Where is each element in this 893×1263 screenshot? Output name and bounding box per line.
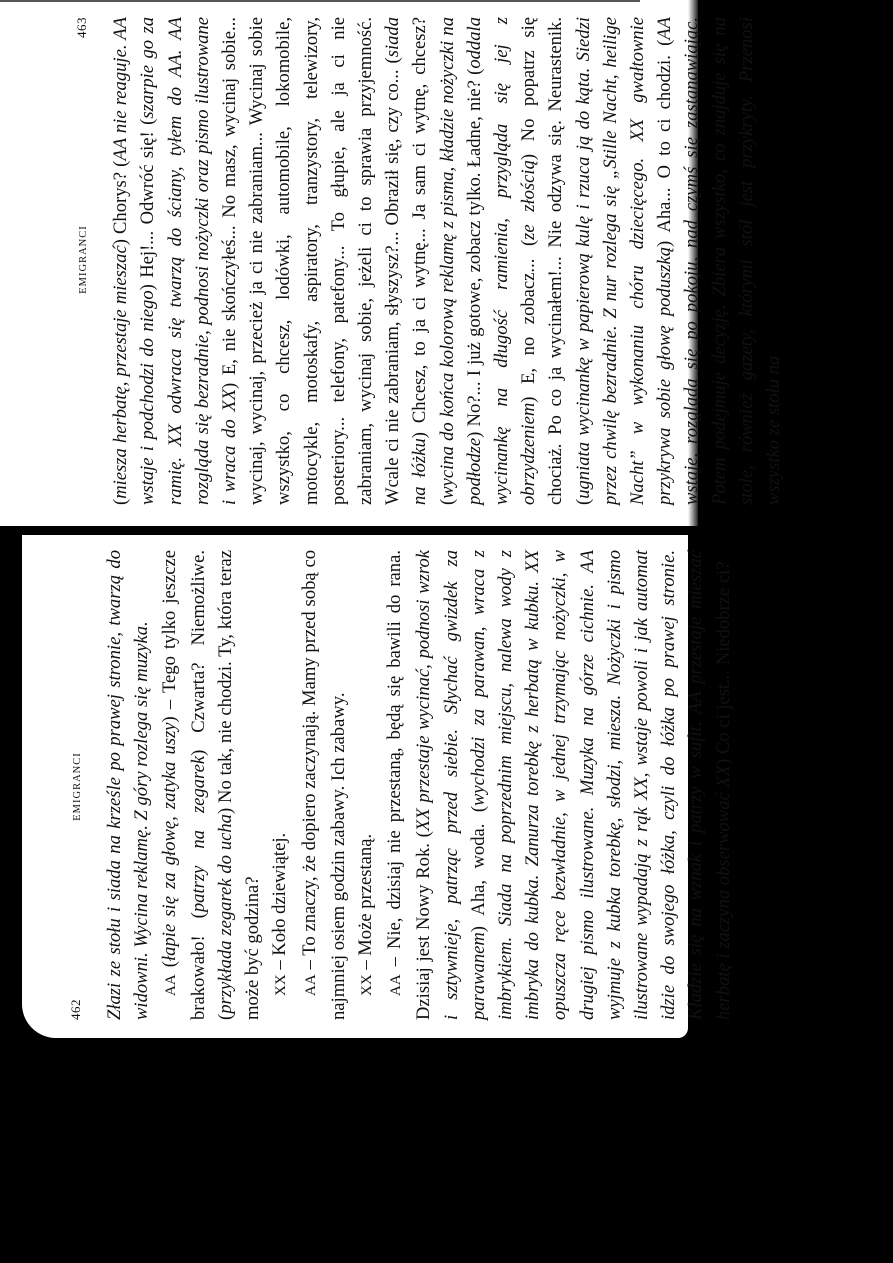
speaker-label: XX [359,974,376,996]
dialogue-text: ) Aha, woda. ( [467,805,489,933]
dialogue-text: ) E, nie skończyłeś... No masz, wycinaj sobie... wycinaj, wycinaj, przecież ja ci nie zabraniam... Wycinaj sobie wszystko, co chcesz, lodówki, automobile, lokomobile, motocykle, motoskafy, aspiratory, tranzystory, telewizory, posteriory... telefony, patefony... To głupie, ale ja ci nie zabraniam, wycinaj sobie, jeżeli ci to sprawia przyjemność. Wcale ci nie zabraniam, słyszysz?... Obraził się, czy co... ( [219,17,404,505]
paragraph [381,550,737,1020]
paragraph [296,550,352,1020]
dialogue-text: ) – Tego tylko jeszcze brakowało! ( [158,550,209,1020]
stage-direction: Złazi ze stołu i siada na krześle po prawej stronie, twarzą do widowni. Wycina reklamę. Z góry rozlega się muzyka. [104,550,153,1020]
stage-direction: patrzy na zegarek [187,755,209,913]
right-page-number: 463 [74,17,89,38]
dialogue-text: ) Aha... O to ci chodzi. ( [654,39,676,247]
speaker-label: AA [162,974,179,996]
stage-direction: miesza herbatę, przestaje mieszać [110,245,132,499]
stage-direction: łapie się za głowę, zatyka uszy [158,722,180,961]
paragraph [107,17,787,505]
stage-direction: szarpie go za ramię. XX odwraca się twarzą do ściany, tyłem do AA. AA rozgląda się bezradnie, podnosi nożyczki oraz pismo ilustrowane i wraca do XX [137,17,241,505]
paragraph [266,550,295,1020]
left-page-text [62,549,734,1020]
paragraph [156,550,267,1020]
speaker-label: AA [388,974,405,996]
speaker-label: AA [302,974,319,996]
dialogue-text: ) Hej!... Odwróć się! ( [137,118,159,291]
right-running-head [68,17,97,505]
left-body [101,550,737,1020]
stage-direction: wychodzi za parawan, wraca z imbrykiem. Siada na poprzednim miejscu, nalewa wody z imbryka do kubka. Zanurza torebkę z herbatą w kubku. XX opuszcza ręce bezwładnie, w jednej trzymając nożyczki, w drugiej pismo ilustrowane. Muzyka na górze cichnie. AA wyjmuje z kubka torebkę, słodzi, miesza. Nożyczki i pismo ilustrowane wypadają z rąk XX, wstaje powoli i jak automat idzie do swojego łóżka, czyli do łóżka po prawej stronie. Kładzie się na wznak i patrzy w sufit. AA przestaje mieszać herbatę i zaczyna obserwować XX [467,550,734,1020]
dialogue-text: ) E, no zobacz... ( [518,239,540,403]
dialogue-text: – Może przestaną. [355,833,377,975]
stage-direction: AA nie reaguje. AA wstaje i podchodzi do niego [110,17,159,505]
stage-direction: oddala wycinankę na długość ramienia, przygląda się jej z obrzydzeniem [463,17,540,505]
paragraph [101,550,155,1020]
left-running-title: EMIGRANCI [72,752,83,821]
dialogue-text: – Nie, dzisiaj nie przestaną, będą się bawili do rana. Dzisiaj jest Nowy Rok. ( [384,550,435,1020]
dialogue-text: ) Czwarta? Niemożliwe. ( [187,549,237,1020]
stage-direction: przykłada zegarek do ucha [215,814,237,1014]
stage-direction: wycina do końca kolorową reklamę z pisma, kładzie nożyczki na podłodze [436,17,485,505]
dialogue-text: ) No?... I już gotowe, zobacz tylko. Ładne, nie? ( [463,68,485,438]
stage-direction: XX przestaje wycinać, podnosi wzrok i sztywnieje, patrząc przed siebie. Słychać gwizdek za parawanem [413,550,489,1020]
dialogue-text: ) No tak, nie chodzi. Ty, która teraz może być godzina? [215,550,264,1020]
dialogue-text: – Koło dziewiątej. [269,832,291,975]
stage-direction: ugniata wycinankę w papierową kulę i rzuca ją do kąta. Siedzi przez chwilę bezradnie. Z nur rozlega się „Stille Nacht, heilige Nacht” w wykonaniu chóru dziecięcego. XX gwałtownie przykrywa sobie głowę poduszką [572,17,676,505]
left-page-number: 462 [68,999,83,1020]
dialogue-text: ) Co ci jest... Niedobrze ci? [712,561,734,765]
speaker-label: XX [273,974,290,996]
dialogue-text: ( [158,961,180,975]
dialogue-text: ) Chorys? ( [110,160,132,246]
dialogue-text: ( [110,498,132,505]
stage-direction: siada na łóżku [382,17,431,505]
right-running-title: EMIGRANCI [78,225,89,294]
dialogue-text: ) No popatrz się chociaż. Po co ja wycinałem!... Nie odzywa się. Neurastenik. ( [518,17,594,505]
right-page-text [68,17,785,505]
paragraph [352,550,381,1020]
right-body [107,17,787,505]
left-running-head [62,550,91,1020]
dialogue-text: ) Chcesz, to ja ci wytnę... Ja sam ci wytnę, chcesz? ( [409,17,458,505]
dialogue-text: – To znaczy, że dopiero zaczynają. Mamy przed sobą co najmniej osiem godzin zabawy. Ich zabawy. [298,550,349,1020]
top-edge-line [0,0,640,2]
stage-direction: ze złością [518,160,540,240]
stage-direction: AA wstaje, rozgląda się po pokoju, nad czymś się zastanawiając. Potem podejmuje decyzję. Zbiera wszystko, co znajduje się na stole, również gazety, którymi stół jest przykryty. Przenosi wszystko ze stołu na [654,17,785,505]
